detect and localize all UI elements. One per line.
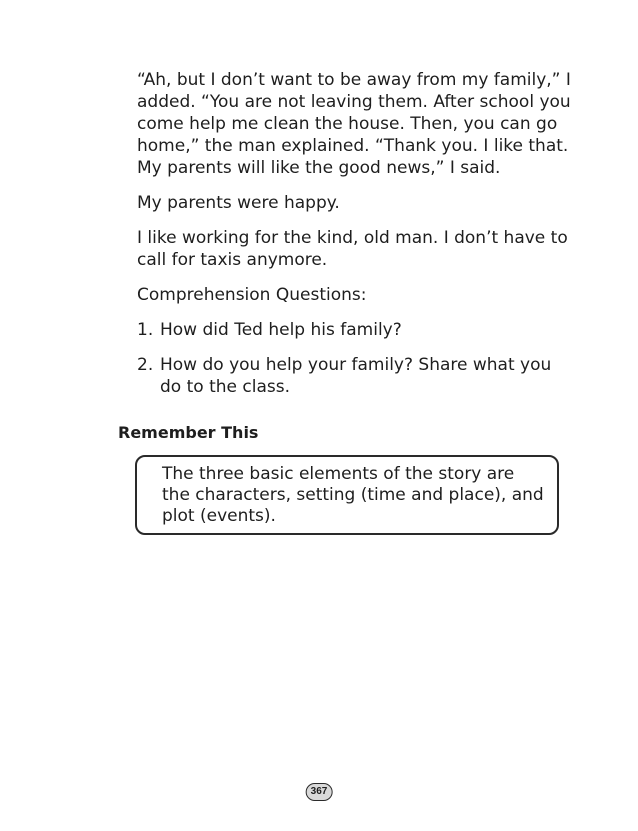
question-text: How did Ted help his family? bbox=[160, 320, 402, 340]
question-text: How do you help your family? Share what you do to the class. bbox=[160, 355, 552, 397]
page-number: 367 bbox=[306, 783, 333, 801]
remember-box bbox=[135, 455, 559, 535]
question-item-2 bbox=[137, 354, 577, 398]
remember-text: The three basic elements of the story are the characters, setting (time and place), and plot (events). bbox=[162, 464, 544, 526]
question-item-1 bbox=[137, 319, 577, 341]
question-list bbox=[137, 319, 577, 398]
remember-heading: Remember This bbox=[118, 423, 259, 442]
story-paragraph-2: My parents were happy. bbox=[137, 193, 340, 213]
story-paragraph-3: I like working for the kind, old man. I don’t have to call for taxis anymore. bbox=[137, 228, 568, 270]
question-number: 2. bbox=[137, 355, 154, 375]
story-text bbox=[137, 69, 577, 411]
comprehension-heading: Comprehension Questions: bbox=[137, 285, 367, 305]
story-paragraph-1: “Ah, but I don’t want to be away from my family,” I added. “You are not leaving them. After school you come help me clean the house. Then, you can go home,” the man explained. “Thank you. I like that. My parents will like the good news,” I said. bbox=[137, 70, 571, 178]
question-number: 1. bbox=[137, 320, 154, 340]
